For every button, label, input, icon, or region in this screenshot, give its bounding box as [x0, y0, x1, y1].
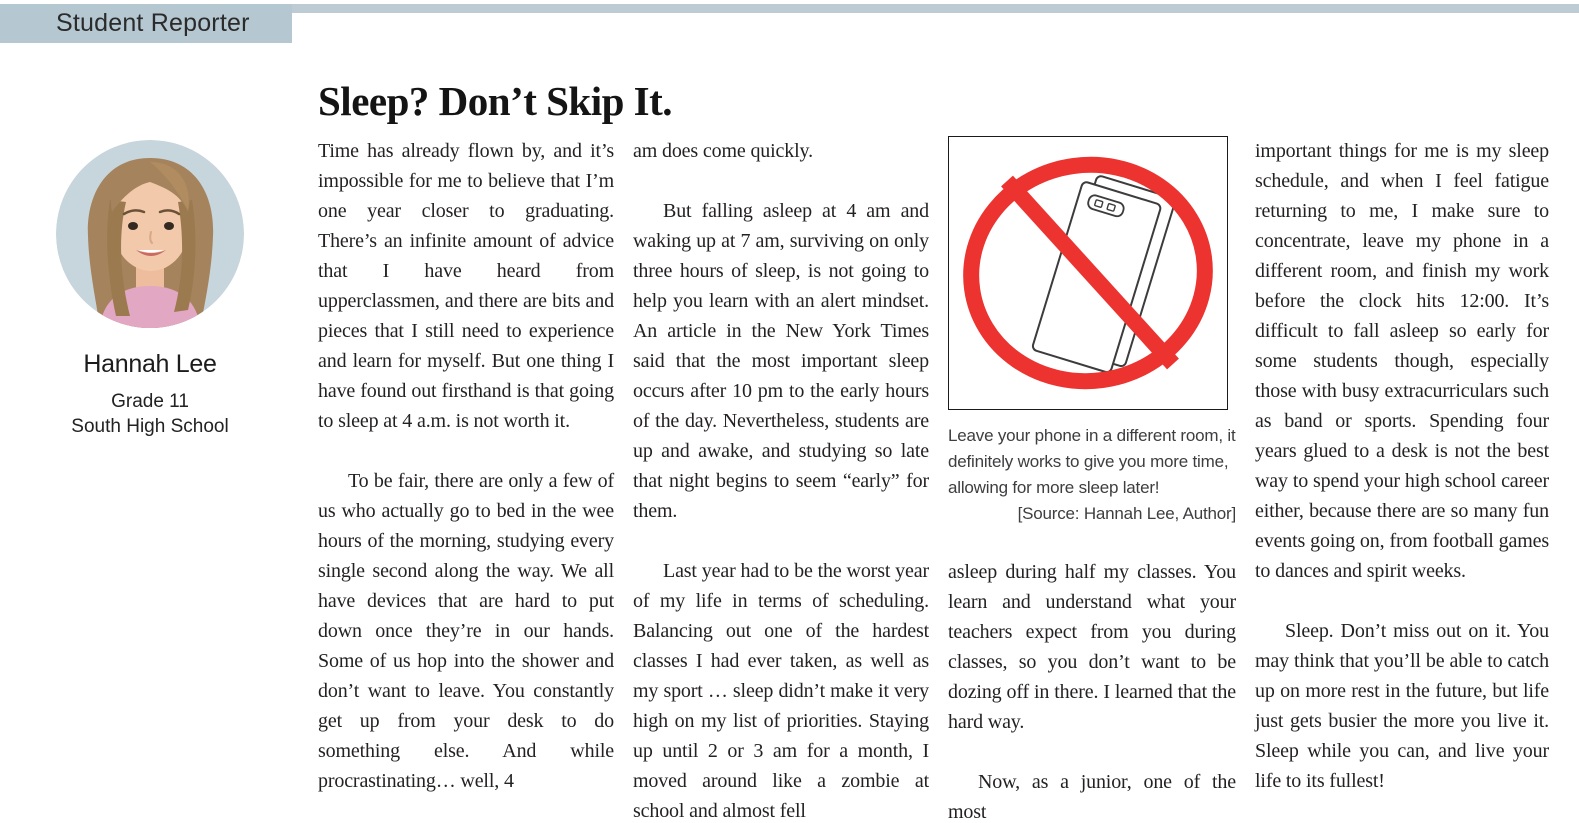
author-grade: Grade 11: [111, 391, 189, 412]
author-name: Hannah Lee: [83, 350, 217, 378]
article-paragraph: am does come quickly.: [633, 140, 813, 162]
figure-caption: Leave your phone in a different room, it definitely works to give you more time, allowing for more sleep later!: [948, 426, 1236, 497]
section-banner: [0, 4, 292, 43]
article-column-1: [318, 136, 614, 796]
article-paragraph: Last year had to be the worst year of my life in terms of scheduling. Balancing out one of the hardest classes I had ever taken, as well as my sport … sleep didn’t make it very high on my list of priorities. Staying up until 2 or 3 am for a month, I moved around like a zombie at school and almost fell: [633, 560, 929, 822]
article-paragraph: Sleep. Don’t miss out on it. You may think that you’ll be able to catch up on more rest in the future, but life just gets busier the more you live it. Sleep while you can, and live your life to its fullest!: [1255, 620, 1549, 792]
article-paragraph: To be fair, there are only a few of us who actually go to bed in the wee hours of the morning, studying every single second along the way. We all have devices that are hard to put down once they’re in our hands. Some of us hop into the shower and don’t want to leave. You constantly get up from your desk to do something else. And while procrastinating… well, 4: [318, 470, 614, 792]
article-column-3: [948, 136, 1236, 823]
article-paragraph: important things for me is my sleep schedule, and when I feel fatigue returning to me, I make sure to concentrate, leave my phone in a different room, and finish my work before the clock hits 12:00. It’s difficult to fall asleep so early for some students though, especially those with busy extracurriculars such as band or sports. Spending four years glued to a desk is not the best way to spend your high school career either, because there are so many fun events going on, from football games to dances and spirit weeks.: [1255, 140, 1549, 582]
article-paragraph: Time has already flown by, and it’s impossible for me to believe that I’m one year closer to graduating. There’s an infinite amount of advice that I have heard from upperclassmen, and there are bits and pieces that I still need to experience and learn for myself. But one thing I have found out firsthand is that going to sleep at 4 a.m. is not worth it.: [318, 140, 614, 432]
article-column-2: [633, 136, 929, 823]
column-paragraphs: [318, 136, 614, 796]
column-paragraphs: [633, 136, 929, 823]
article-title: Sleep? Don’t Skip It.: [318, 78, 673, 125]
author-block: [0, 140, 300, 438]
article-paragraph: Now, as a junior, one of the most: [948, 771, 1236, 823]
column-paragraphs: [948, 557, 1236, 823]
section-banner-label: Student Reporter: [56, 9, 250, 37]
figure-source: [Source: Hannah Lee, Author]: [1017, 504, 1236, 523]
article-paragraph: But falling asleep at 4 am and waking up at 7 am, surviving on only three hours of sleep, is not going to help you learn with an alert mindset. An article in the New York Times said that the most important sleep occurs after 10 pm to the early hours of the day. Nevertheless, students are up and awake, and studying so late that night begins to seem “early” for them.: [633, 200, 929, 522]
author-portrait: [56, 140, 244, 328]
no-phone-icon: [950, 138, 1226, 408]
portrait-illustration: [56, 140, 244, 328]
article-paragraph: asleep during half my classes. You learn and understand what your teachers expect from you during classes, so you don’t want to be dozing off in there. I learned that the hard way.: [948, 561, 1236, 733]
author-school: South High School: [71, 416, 229, 437]
no-phone-figure: [948, 136, 1228, 410]
column-paragraphs: [1255, 136, 1549, 796]
article-column-4: [1255, 136, 1549, 796]
